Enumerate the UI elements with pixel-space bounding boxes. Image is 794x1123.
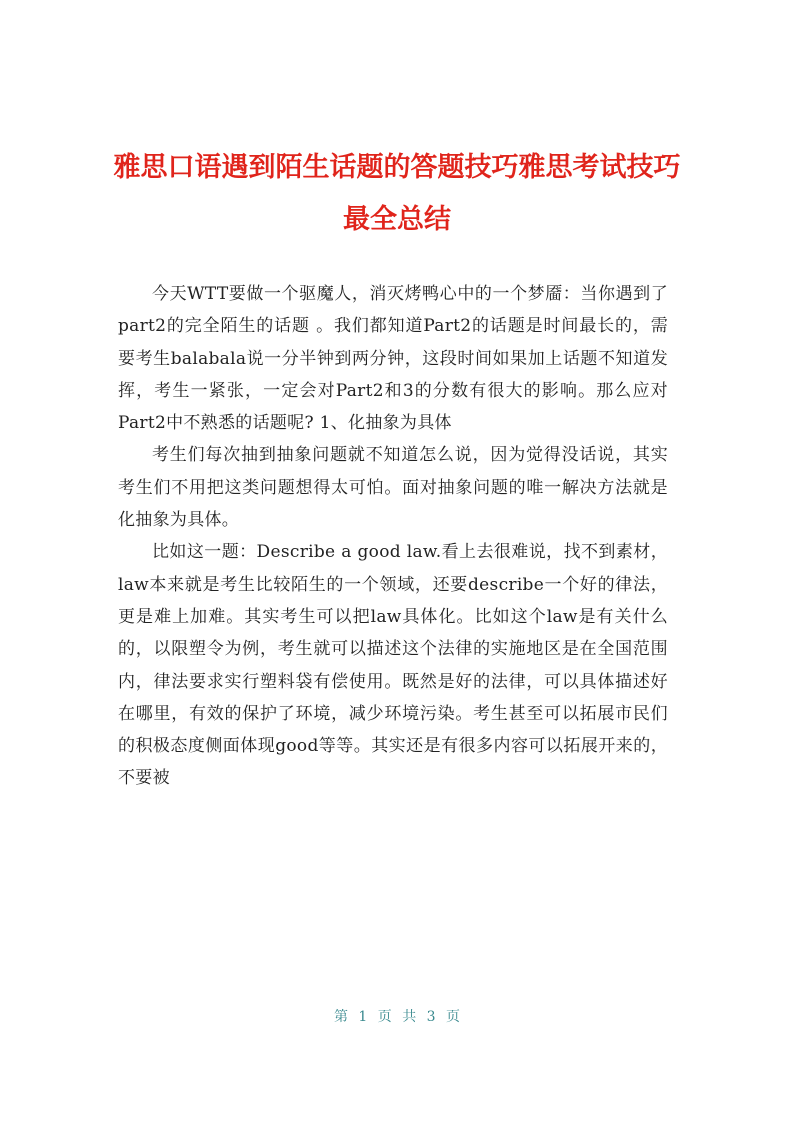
document-title: 雅思口语遇到陌生话题的答题技巧雅思考试技巧最全总结 (113, 152, 681, 235)
paragraph-3: 比如这一题：Describe a good law.看上去很难说，找不到素材，law本来就是考生比较陌生的一个领域，还要describe一个好的律法，更是难上加难。其实考生可以把law具体化。比如这个law是有关什么的，以限塑令为例，考生就可以描述这个法律的实施地区是在全国范围内，律法要求实行塑料袋有偿使用。既然是好的法律，可以具体描述好在哪里，有效的保护了环境，减少环境污染。考生甚至可以拓展市民们的积极态度侧面体现good等等。其实还是有很多内容可以拓展开来的，不要被 (118, 542, 668, 789)
page-footer: 第 1 页 共 3 页 (333, 1009, 461, 1025)
paragraph-2: 考生们每次抽到抽象问题就不知道怎么说，因为觉得没话说，其实考生们不用把这类问题想得太可怕。面对抽象问题的唯一解决方法就是化抽象为具体。 (118, 445, 668, 531)
paragraph-1: 今天WTT要做一个驱魔人，消灭烤鸭心中的一个梦靥：当你遇到了part2的完全陌生的话题 。我们都知道Part2的话题是时间最长的，需要考生balabala说一分半钟到两分钟，这段时间如果加上话题不知道发挥，考生一紧张，一定会对Part2和3的分数有很大的影响。那么应对Part2中不熟悉的话题呢? 1、化抽象为具体 (118, 284, 668, 434)
document-body (118, 278, 668, 795)
